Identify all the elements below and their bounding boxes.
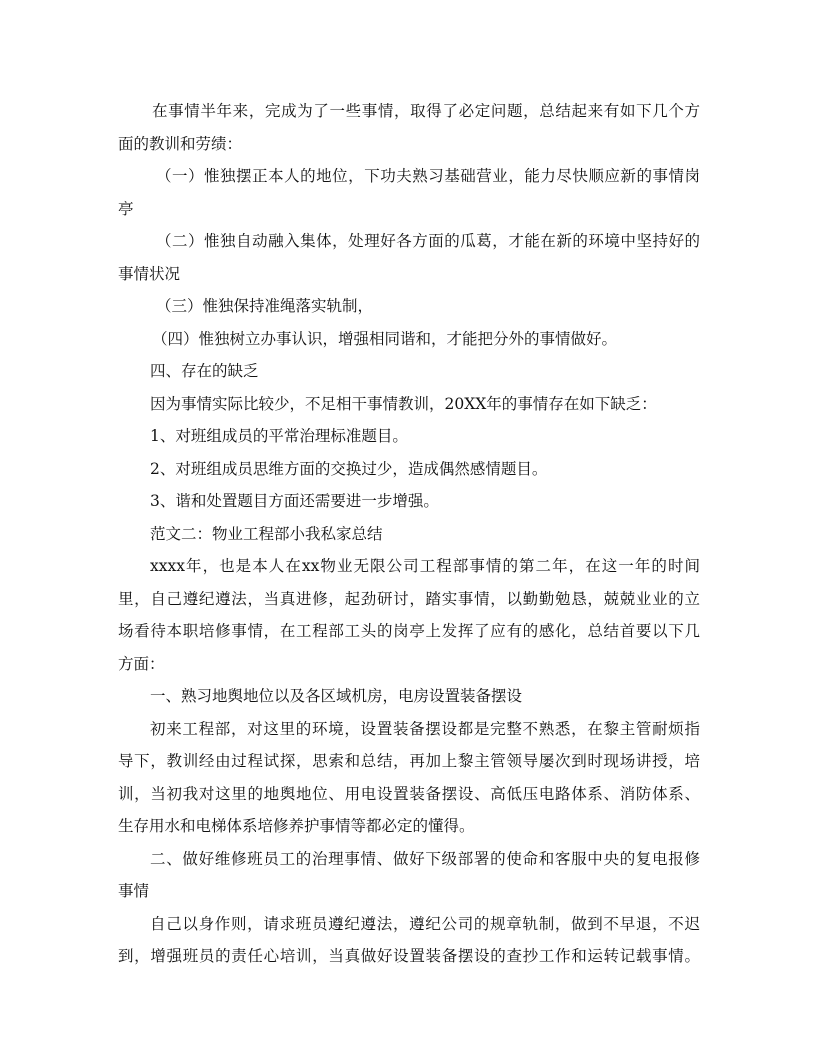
paragraph-line: 在事情半年来，完成为了一些事情，取得了必定问题，总结起来有如下几个方 — [152, 102, 700, 120]
paragraph-line: 亭 — [118, 199, 134, 218]
list-item: 3、谐和处置题目方面还需要进一步增强。 — [150, 492, 439, 510]
paragraph-line: 场看待本职培修事情，在工程部工头的岗亭上发挥了应有的感化，总结首要以下几 — [118, 622, 700, 640]
list-item: 2、对班组成员思维方面的交换过少，造成偶然感情题目。 — [150, 459, 548, 478]
paragraph-line: xxxx年，也是本人在xx物业无限公司工程部事情的第二年，在这一年的时间 — [150, 557, 700, 575]
paragraph-line: 事情 — [118, 882, 150, 900]
paragraph-line: 因为事情实际比较少，不足相干事情教训，20XX年的事情存在如下缺乏： — [150, 394, 657, 413]
paragraph-line: 方面： — [118, 654, 165, 673]
paragraph-line: （二）惟独自动融入集体，处理好各方面的瓜葛，才能在新的环境中坚持好的 — [156, 232, 700, 250]
paragraph-line: 生存用水和电梯体系培修养护事情等都必定的懂得。 — [118, 817, 475, 835]
section-heading: 二、做好维修班员工的治理事情、做好下级部署的使命和客服中央的复电报修 — [150, 849, 700, 868]
section-heading: 一、熟习地舆地位以及各区域机房，电房设置装备摆设 — [150, 687, 523, 705]
paragraph-line: 导下，教训经由过程试探，思索和总结，再加上黎主管领导屡次到时现场讲授，培 — [118, 752, 700, 770]
paragraph-line: 训，当初我对这里的地舆地位、用电设置装备摆设、高低压电路体系、消防体系、 — [118, 784, 700, 803]
paragraph-line: 事情状况 — [118, 264, 181, 283]
paragraph-line: （三）惟独保持准绳落实轨制， — [156, 297, 374, 315]
list-item: 1、对班组成员的平常治理标准题目。 — [150, 427, 408, 445]
document-body — [118, 95, 700, 973]
paragraph-line: （四）惟独树立办事认识，增强相同谐和，才能把分外的事情做好。 — [152, 329, 618, 348]
paragraph-line: 里，自己遵纪遵法，当真进修，起劲研讨，踏实事情，以勤勤勉恳，兢兢业业的立 — [118, 589, 700, 608]
paragraph-line: （一）惟独摆正本人的地位，下功夫熟习基础营业，能力尽快顺应新的事情岗 — [156, 167, 700, 185]
section-heading: 范文二：物业工程部小我私家总结 — [150, 524, 383, 543]
paragraph-line: 初来工程部，对这里的环境，设置装备摆设都是完整不熟悉，在黎主管耐烦指 — [150, 719, 700, 738]
section-heading: 四、存在的缺乏 — [150, 362, 259, 380]
paragraph-line: 面的教训和劳绩： — [118, 134, 243, 153]
paragraph-line: 到，增强班员的责任心培训，当真做好设置装备摆设的查抄工作和运转记载事情。 — [118, 947, 700, 965]
paragraph-line: 自己以身作则，请求班员遵纪遵法，遵纪公司的规章轨制，做到不早退，不迟 — [150, 914, 700, 933]
